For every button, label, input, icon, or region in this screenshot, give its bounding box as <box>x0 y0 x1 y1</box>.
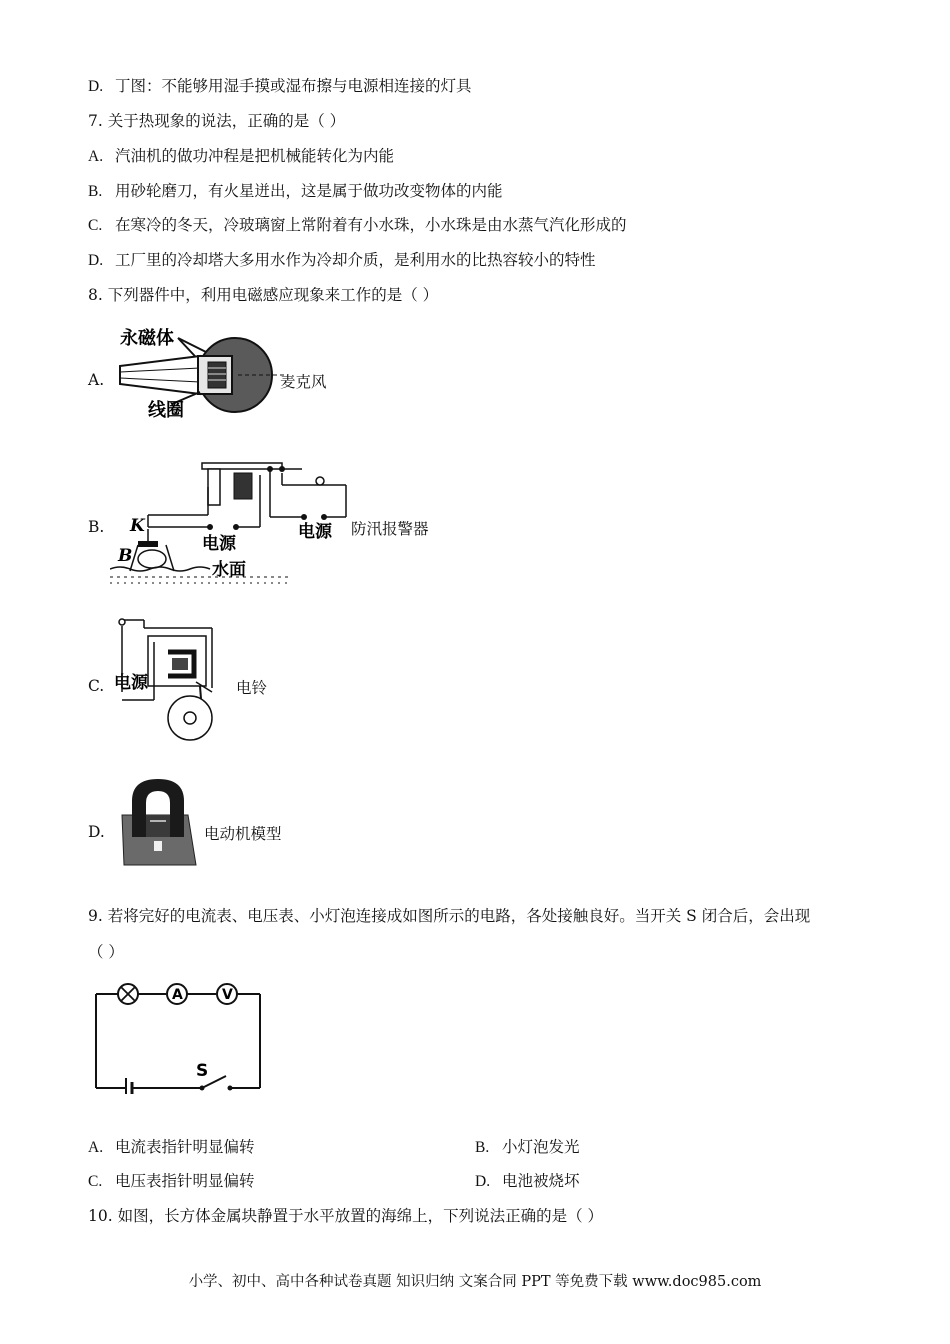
q6-option-d <box>88 76 472 97</box>
option-text: 电流表指针明显偏转 <box>115 1138 255 1156</box>
q8-stem: 8. 下列器件中，利用电磁感应现象来工作的是（ ） <box>88 286 439 304</box>
switch-label: S <box>196 1061 209 1081</box>
fig-label-k: K <box>130 516 145 536</box>
fig-label-magnet: 永磁体 <box>120 328 174 349</box>
option-letter: B. <box>475 1139 490 1156</box>
option-text: 小灯泡发光 <box>502 1138 580 1156</box>
q7-option-c <box>88 215 627 236</box>
fig-label-power-1: 电源 <box>202 534 236 554</box>
q9-option-b <box>475 1137 580 1158</box>
q8-option-c-letter: C. <box>88 677 105 695</box>
q9-stem-cont: （ ） <box>88 943 124 961</box>
option-letter: A. <box>88 148 104 165</box>
option-text: 在寒冷的冬天，冷玻璃窗上常附着有小水珠，小水珠是由水蒸气汽化形成的 <box>115 216 627 234</box>
option-text: 电压表指针明显偏转 <box>115 1172 255 1190</box>
caption-microphone: 麦克风 <box>280 373 327 391</box>
page-footer: 小学、初中、高中各种试卷真题 知识归纳 文案合同 PPT 等免费下载 www.doc985.com <box>188 1274 762 1290</box>
q9-option-a <box>88 1137 255 1158</box>
q8-option-b-letter: B. <box>88 518 105 536</box>
option-letter: C. <box>88 1173 103 1190</box>
caption-flood-alarm: 防汛报警器 <box>351 520 429 538</box>
fig-label-b: B <box>118 546 133 566</box>
q9-circuit-figure <box>92 978 268 1094</box>
q7-stem: 7. 关于热现象的说法，正确的是（ ） <box>88 112 346 130</box>
fig-label-power-2: 电源 <box>298 522 332 542</box>
q7-option-b <box>88 181 503 202</box>
fig-label-coil: 线圈 <box>148 400 184 420</box>
option-letter: A. <box>88 1139 104 1156</box>
fig-label-water: 水面 <box>212 560 246 580</box>
option-letter: D. <box>475 1173 491 1190</box>
option-text: 丁图：不能够用湿手摸或湿布擦与电源相连接的灯具 <box>115 77 472 95</box>
q9-stem: 9. 若将完好的电流表、电压表、小灯泡连接成如图所示的电路，各处接触良好。当开关 S 闭合后，会出现 <box>88 907 811 925</box>
q9-option-c <box>88 1171 255 1192</box>
q7-option-a <box>88 146 394 167</box>
q10-stem: 10. 如图，长方体金属块静置于水平放置的海绵上，下列说法正确的是（ ） <box>88 1207 604 1225</box>
option-text: 工厂里的冷却塔大多用水作为冷却介质，是利用水的比热容较小的特性 <box>115 251 596 269</box>
electric-bell-figure <box>110 612 230 742</box>
motor-model-figure <box>118 775 198 867</box>
q8-option-a-letter: A. <box>88 371 105 389</box>
option-letter: D. <box>88 252 104 269</box>
caption-motor-model: 电动机模型 <box>204 825 282 843</box>
ammeter-label: A <box>172 987 183 1003</box>
voltmeter-label: V <box>222 987 233 1003</box>
caption-electric-bell: 电铃 <box>236 679 268 697</box>
option-text: 用砂轮磨刀，有火星迸出，这是属于做功改变物体的内能 <box>115 182 503 200</box>
flood-alarm-figure <box>110 455 350 585</box>
option-text: 电池被烧坏 <box>502 1172 580 1190</box>
option-letter: B. <box>88 183 103 200</box>
fig-label-power: 电源 <box>114 673 148 693</box>
q9-option-d <box>475 1171 580 1192</box>
option-letter: D. <box>88 78 104 95</box>
option-text: 汽油机的做功冲程是把机械能转化为内能 <box>115 147 395 165</box>
q8-option-d-letter: D. <box>88 823 105 841</box>
option-letter: C. <box>88 217 103 234</box>
q7-option-d <box>88 250 596 271</box>
